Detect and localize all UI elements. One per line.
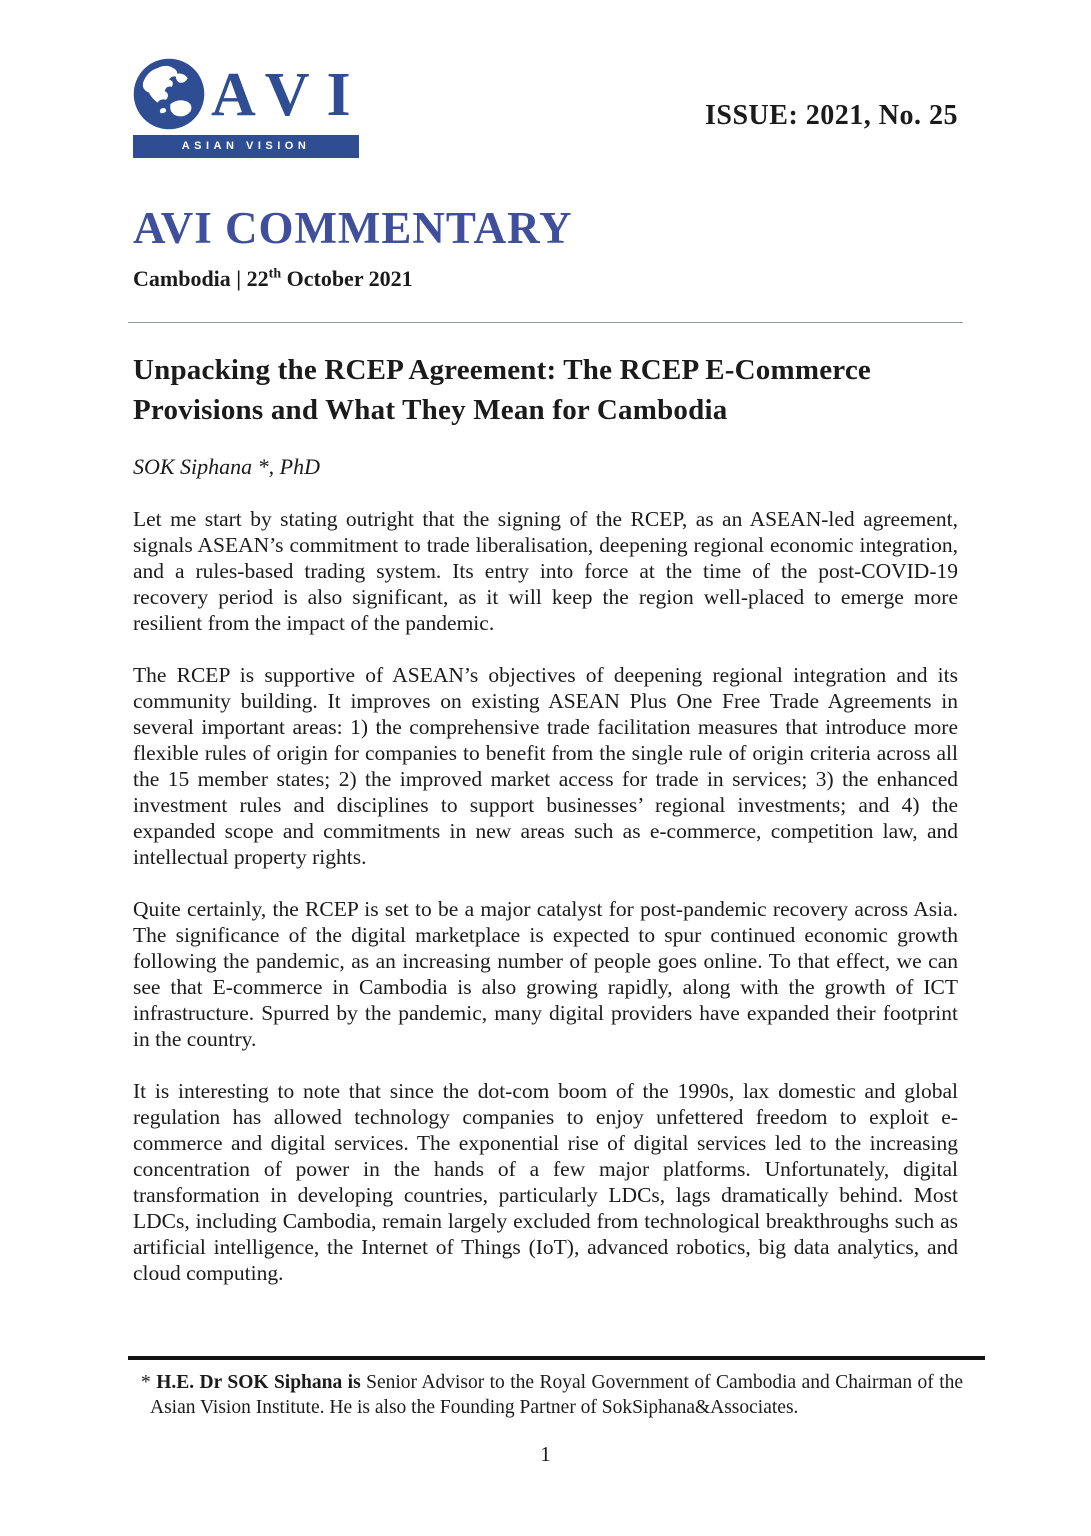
page-number: 1 <box>540 1442 551 1466</box>
paragraph: It is interesting to note that since the dot-com boom of the 1990s, lax domestic and global regulation has allowed technology companies to enjoy unfettered freedom to exploit e-commerce and digital services. The exponential rise of digital services led to the increasing concentration of power in the hands of a few major platforms. Unfortunately, digital transformation in developing countries, particularly LDCs, lags dramatically behind. Most LDCs, including Cambodia, remain largely excluded from technological breakthroughs such as artificial intelligence, the Internet of Things (IoT), advanced robotics, big data analytics, and cloud computing. <box>133 1079 958 1286</box>
logo-top <box>133 58 368 130</box>
globe-logo-icon <box>133 58 205 130</box>
masthead-title: AVI COMMENTARY <box>133 203 573 253</box>
footnote <box>141 1371 963 1420</box>
footnote-divider <box>128 1356 985 1360</box>
issue-label: ISSUE: 2021, No. 25 <box>705 100 958 131</box>
article-title: Unpacking the RCEP Agreement: The RCEP E-Commerce Provisions and What They Mean for Cambodia <box>133 354 871 427</box>
header <box>133 58 958 175</box>
dateline <box>133 266 958 292</box>
dateline-ordinal: th <box>268 266 282 282</box>
logo-acronym: AVI <box>211 61 368 129</box>
dateline-rest: October 2021 <box>281 266 413 291</box>
footnote-author: H.E. Dr SOK Siphana is <box>156 1372 361 1393</box>
paragraph: Quite certainly, the RCEP is set to be a major catalyst for post-pandemic recovery across Asia. The significance of the digital marketplace is expected to spur continued economic growth following the pandemic, as an increasing number of people goes online. To that effect, we can see that E-commerce in Cambodia is also growing rapidly, along with the growth of ICT infrastructure. Spurred by the pandemic, many digital providers have expanded their footprint in the country. <box>133 897 958 1052</box>
avi-logo <box>133 58 368 175</box>
footnote-marker: * <box>141 1372 151 1393</box>
paragraph: Let me start by stating outright that the signing of the RCEP, as an ASEAN-led agreement, signals ASEAN’s commitment to trade liberalisation, deepening regional economic integration, and a rules-based trading system. Its entry into force at the time of the post-COVID-19 recovery period is also significant, as it will keep the region well-placed to emerge more resilient from the impact of the pandemic. <box>133 507 958 636</box>
logo-banner: ASIAN VISION INSTITUTE <box>133 135 359 158</box>
article-body <box>133 506 958 1286</box>
dateline-prefix: Cambodia | 22 <box>133 266 269 291</box>
footnote-text: Senior Advisor to the Royal Government of Cambodia and Chairman of the Asian Vision Institute. He is also the Founding Partner of SokSiphana&Associates. <box>150 1372 964 1418</box>
header-divider <box>128 322 963 323</box>
article-byline: SOK Siphana *, PhD <box>133 454 320 480</box>
paragraph: The RCEP is supportive of ASEAN’s objectives of deepening regional integration and its community building. It improves on existing ASEAN Plus One Free Trade Agreements in several important areas: 1) the comprehensive trade facilitation measures that introduce more flexible rules of origin for companies to benefit from the single rule of origin criteria across all the 15 member states; 2) the improved market access for trade in services; 3) the enhanced investment rules and disciplines to support businesses’ regional investments; and 4) the expanded scope and commitments in new areas such as e-commerce, competition law, and intellectual property rights. <box>133 663 958 870</box>
